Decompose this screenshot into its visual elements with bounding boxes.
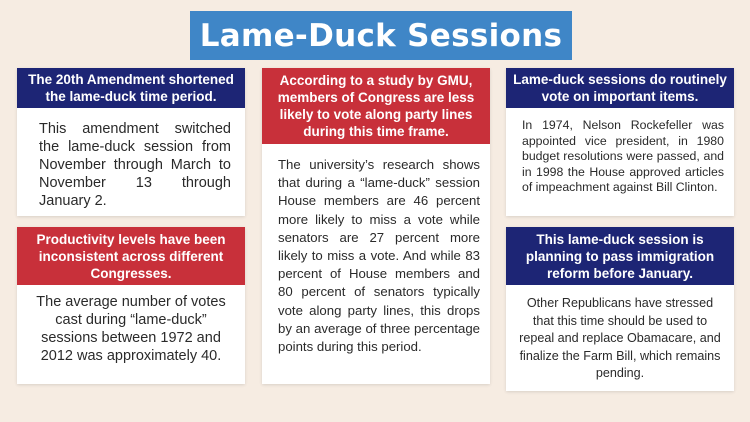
card-body: This amendment switched the lame-duck session from November through March to November 13 through January 2. [39,121,231,209]
card-body: Other Republicans have stressed that this time should be used to repeal and replace Obamacare, and finalize the Farm Bill, which remains pending. [519,296,721,380]
card-body: The university’s research shows that during a “lame-duck” session House members are 46 percent more likely to miss a vote while senators are 27 percent more likely to miss a vote. And while 83 percent of House members and 80 percent of senators typically vote along party lines, this drops by an average of three percentage points during this period. [278,157,480,355]
info-card-immigration-reform [506,227,734,391]
card-heading: Productivity levels have been inconsistent across different Congresses. [17,227,245,285]
info-card-productivity [17,227,245,384]
card-heading: This lame-duck session is planning to pass immigration reform before January. [506,227,734,285]
info-card-gmu-study [262,68,490,384]
card-heading: Lame-duck sessions do routinely vote on important items. [506,68,734,108]
page-title: Lame-Duck Sessions [190,11,572,60]
info-card-20th-amendment [17,68,245,216]
card-heading: According to a study by GMU, members of Congress are less likely to vote along party lines during this time frame. [262,68,490,144]
card-body: The average number of votes cast during “lame-duck” sessions between 1972 and 2012 was approximately 40. [36,294,226,364]
card-heading: The 20th Amendment shortened the lame-duck time period. [17,68,245,108]
card-body: In 1974, Nelson Rockefeller was appointed vice president, in 1980 budget resolutions were passed, and in 1998 the House approved articles of impeachment against Bill Clinton. [522,118,724,194]
info-card-routine-votes [506,68,734,216]
